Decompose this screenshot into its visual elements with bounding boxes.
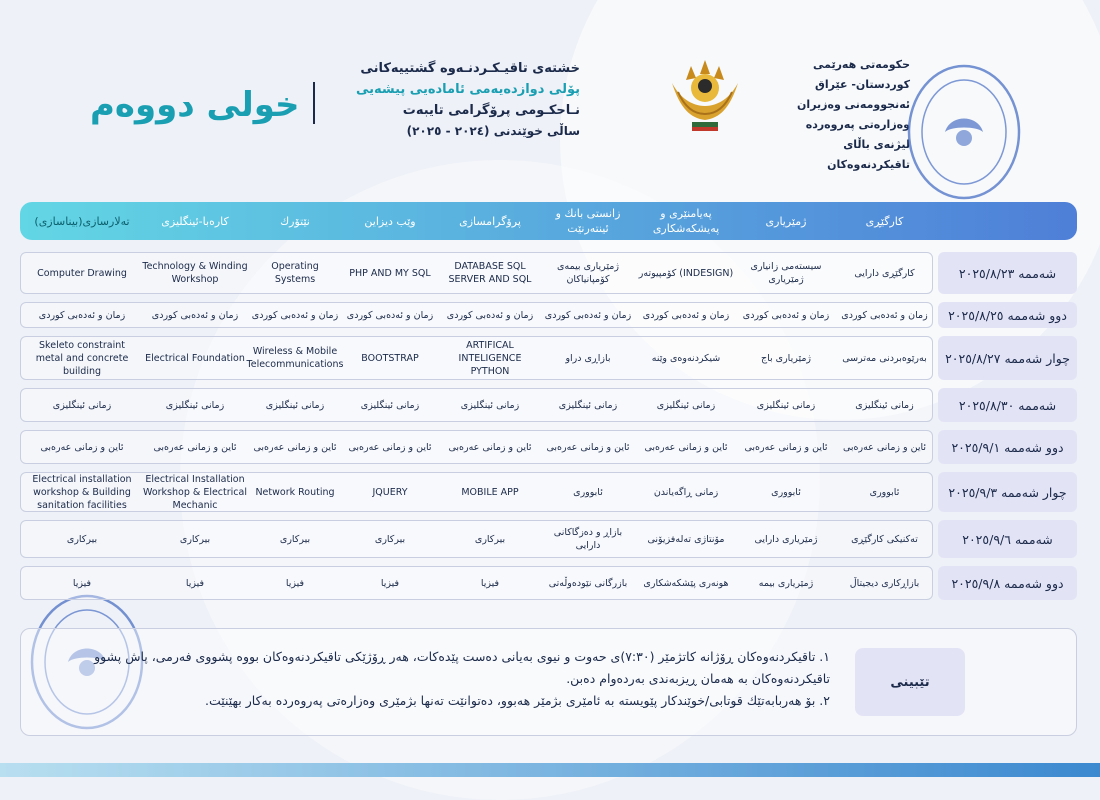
column-header: زانستی بانك و ئینتەرنێت <box>555 207 621 235</box>
table-cell: ARTIFICAL INTELIGENCE PYTHON <box>458 339 522 377</box>
date-cell: چوار شەممە ٢٠٢٥/٨/٢٧ <box>938 336 1077 380</box>
table-cell: Skeleto constraint metal and concrete building <box>35 339 129 377</box>
table-cell: فیزیا <box>480 577 500 589</box>
table-cell: Technology & Winding Workshop <box>142 261 248 285</box>
table-cell: زمان و ئەدەبی كوردی <box>151 309 239 321</box>
table-cell: بازاڕی دراو <box>565 352 611 364</box>
table-cell: Operating Systems <box>271 261 319 285</box>
table-cell: بازاڕ و دەزگاكانی دارایی <box>553 527 623 551</box>
table-cell: DATABASE SQL SERVER AND SQL <box>448 261 532 285</box>
kurdistan-emblem-icon <box>660 48 750 138</box>
table-cell: بازرگانی نێودەوڵەتی <box>548 577 628 589</box>
table-cell: زمانی ئینگلیزی <box>52 399 112 411</box>
table-cell: ژمێریاری بیمەی كۆمپانیاكان <box>557 261 619 285</box>
table-cell: تەكنیكی كارگێڕی <box>851 533 918 545</box>
table-cell: بیركاری <box>279 533 311 545</box>
table-cell: زمانی ئینگلیزی <box>360 399 420 411</box>
date-cell: شەممە ٢٠٢٥/٩/٦ <box>938 520 1077 558</box>
table-cell: فیزیا <box>285 577 305 589</box>
date-cell: دوو شەممە ٢٠٢٥/٨/٢٥ <box>938 302 1077 328</box>
date-cell: دوو شەممە ٢٠٢٥/٩/٨ <box>938 566 1077 600</box>
table-cell: زمان و ئەدەبی كوردی <box>446 309 534 321</box>
title-divider <box>313 82 315 124</box>
table-cell: زمان و ئەدەبی كوردی <box>251 309 339 321</box>
table-cell: ئابووری <box>573 486 603 498</box>
table-cell: ئاین و زمانی عەرەبی <box>644 441 728 453</box>
date-cell: دوو شەممە ٢٠٢٥/٩/١ <box>938 430 1077 464</box>
table-cell: زمان و ئەدەبی كوردی <box>642 309 730 321</box>
note-line: ١. تاقیكردنەوەكان ڕۆژانە كاتژمێر (٧:٣٠)ی حەوت و نیوی بەیانی دەست پێدەكات، هەر ڕۆژێكی تاقیكردنەوەكان بووە پشووی فەرمی، پاش پشوو تاقیكردنەوەكان بە هەمان ڕیزبەندی بەردەوام دەبن. <box>94 649 830 686</box>
date-cell: شەممە ٢٠٢٥/٨/٣٠ <box>938 388 1077 422</box>
table-cell: بیركاری <box>474 533 506 545</box>
table-cell: بیركاری <box>66 533 98 545</box>
table-cell: شیكردنەوەی وێنە <box>651 352 721 364</box>
table-cell: BOOTSTRAP <box>361 352 419 364</box>
note-line: ٢. بۆ هەربابەتێك قوتابی/خوێندكار پێویستە بە ئامێری بژمێر هەبوو، دەتوانێت تەنها بژمێری وەزارەتی پەروەردە بەكار بهێنێت. <box>204 693 830 708</box>
table-row <box>20 336 1077 380</box>
table-cell: ژمێریاری بیمە <box>758 577 814 589</box>
table-cell: ئابووری <box>869 486 900 498</box>
table-cell: زمان و ئەدەبی كوردی <box>742 309 830 321</box>
table-cell: ئاین و زمانی عەرەبی <box>348 441 432 453</box>
table-row <box>20 252 1077 294</box>
table-cell: زمانی ئینگلیزی <box>558 399 618 411</box>
table-cell: مۆنتاژی تەلەفزیۆنی <box>647 533 725 545</box>
table-cell: كارگێڕی دارایی <box>854 267 915 279</box>
table-row <box>20 520 1077 558</box>
table-cell: PHP AND MY SQL <box>349 267 431 279</box>
table-row <box>20 388 1077 422</box>
table-cell: بەرێوەبردنی مەترسی <box>842 352 927 364</box>
table-cell: ئاین و زمانی عەرەبی <box>842 441 927 453</box>
table-cell: زمانی ئینگلیزی <box>756 399 816 411</box>
table-cell: ژمێریاری باج <box>760 352 812 364</box>
table-cell: سیستەمی زانیاری ژمێریاری <box>750 261 822 285</box>
table-row <box>20 302 1077 328</box>
table-cell: فیزیا <box>380 577 400 589</box>
table-row <box>20 472 1077 512</box>
table-cell: ژمێریاری دارایی <box>754 533 818 545</box>
column-header: كارەبا-ئینگلیزی <box>161 214 229 228</box>
table-cell: ئاین و زمانی عەرەبی <box>744 441 828 453</box>
table-cell: ئاین و زمانی عەرەبی <box>448 441 532 453</box>
table-cell: Electrical installation workshop & Building sanitation facilities <box>32 473 132 511</box>
table-cell: زمان و ئەدەبی كوردی <box>38 309 126 321</box>
column-header: تەلارسازی(بیناسازی) <box>34 214 130 228</box>
table-row <box>20 566 1077 600</box>
table-cell: ئابووری <box>771 486 801 498</box>
bottom-bar <box>0 763 1100 777</box>
table-cell: Wireless & Mobile Telecommunications <box>246 346 344 370</box>
table-cell: هونەری پێشكەشكاری <box>643 577 729 589</box>
table-cell: زمانی ئینگلیزی <box>165 399 225 411</box>
column-header: پرۆگرامسازی <box>459 214 521 228</box>
table-cell: بازاڕكاری دیجیتاڵ <box>849 577 920 589</box>
table-cell: زمانی ئینگلیزی <box>265 399 325 411</box>
ministry-line: حكومەتی هەرێمی كوردستان- عێراق <box>812 58 910 91</box>
notes-text <box>60 646 830 712</box>
table-cell: ئاین و زمانی عەرەبی <box>40 441 124 453</box>
column-header: نێتۆرك <box>280 214 310 228</box>
table-cell: بیركاری <box>374 533 406 545</box>
table-cell: Electrical Foundation <box>145 352 245 364</box>
table-cell: زمان و ئەدەبی كوردی <box>841 309 928 321</box>
table-cell: ئاین و زمانی عەرەبی <box>253 441 337 453</box>
table-cell: Computer Drawing <box>37 267 127 279</box>
table-cell: بیركاری <box>179 533 211 545</box>
table-header <box>20 202 1077 240</box>
ministry-line: لیژنەی باڵای تاقیكردنەوەكان <box>827 138 910 171</box>
subtitle-line: پۆلی دوازدەیەمی ئامادەیی پیشەیی <box>355 82 580 97</box>
ministry-line: ئەنجوومەنی وەزیران <box>797 98 910 111</box>
page-title: خولی دووەم <box>90 85 300 125</box>
table-cell: ئاین و زمانی عەرەبی <box>546 441 630 453</box>
ministry-header <box>770 55 910 175</box>
column-header: پەیامنێری و پەیشكەشكاری <box>652 207 720 235</box>
table-cell: كۆمپیوتەر (INDESIGN) <box>638 267 734 279</box>
table-cell: زمان و ئەدەبی كوردی <box>544 309 632 321</box>
table-cell: فیزیا <box>185 577 205 589</box>
table-cell: Electrical Installation Workshop & Electrical Mechanic <box>143 473 247 511</box>
table-cell: زمانی ڕاگەیاندن <box>653 486 719 498</box>
table-cell: زمان و ئەدەبی كوردی <box>346 309 434 321</box>
table-cell: JQUERY <box>372 486 408 498</box>
subtitle-line: نـاحكـومی پرۆگرامی تایبەت <box>402 103 580 118</box>
column-header: كارگێڕی <box>865 214 904 228</box>
subtitle-line: ساڵی خوێندنی (٢٠٢٤ - ٢٠٢٥) <box>406 124 580 138</box>
table-cell: فیزیا <box>72 577 92 589</box>
ministry-stamp-icon <box>905 62 1023 202</box>
subtitle-line: خشتەی تاقیـكـردنـەوە گشتییەكانی <box>360 61 580 76</box>
table-cell: زمانی ئینگلیزی <box>656 399 716 411</box>
exam-subtitle <box>330 58 580 142</box>
table-cell: MOBILE APP <box>461 486 519 498</box>
table-cell: زمانی ئینگلیزی <box>855 399 914 411</box>
column-header: ژمێریاری <box>765 214 807 228</box>
ministry-line: وەزارەتی پەروەردە <box>805 118 910 131</box>
date-cell: شەممە ٢٠٢٥/٨/٢٣ <box>938 252 1077 294</box>
column-header: وێب دیزاین <box>364 214 416 228</box>
table-cell: زمانی ئینگلیزی <box>460 399 520 411</box>
date-cell: چوار شەممە ٢٠٢٥/٩/٣ <box>938 472 1077 512</box>
table-cell: Network Routing <box>255 486 335 498</box>
table-row <box>20 430 1077 464</box>
notes-label: تێبینی <box>855 648 965 716</box>
table-cell: ئاین و زمانی عەرەبی <box>153 441 237 453</box>
